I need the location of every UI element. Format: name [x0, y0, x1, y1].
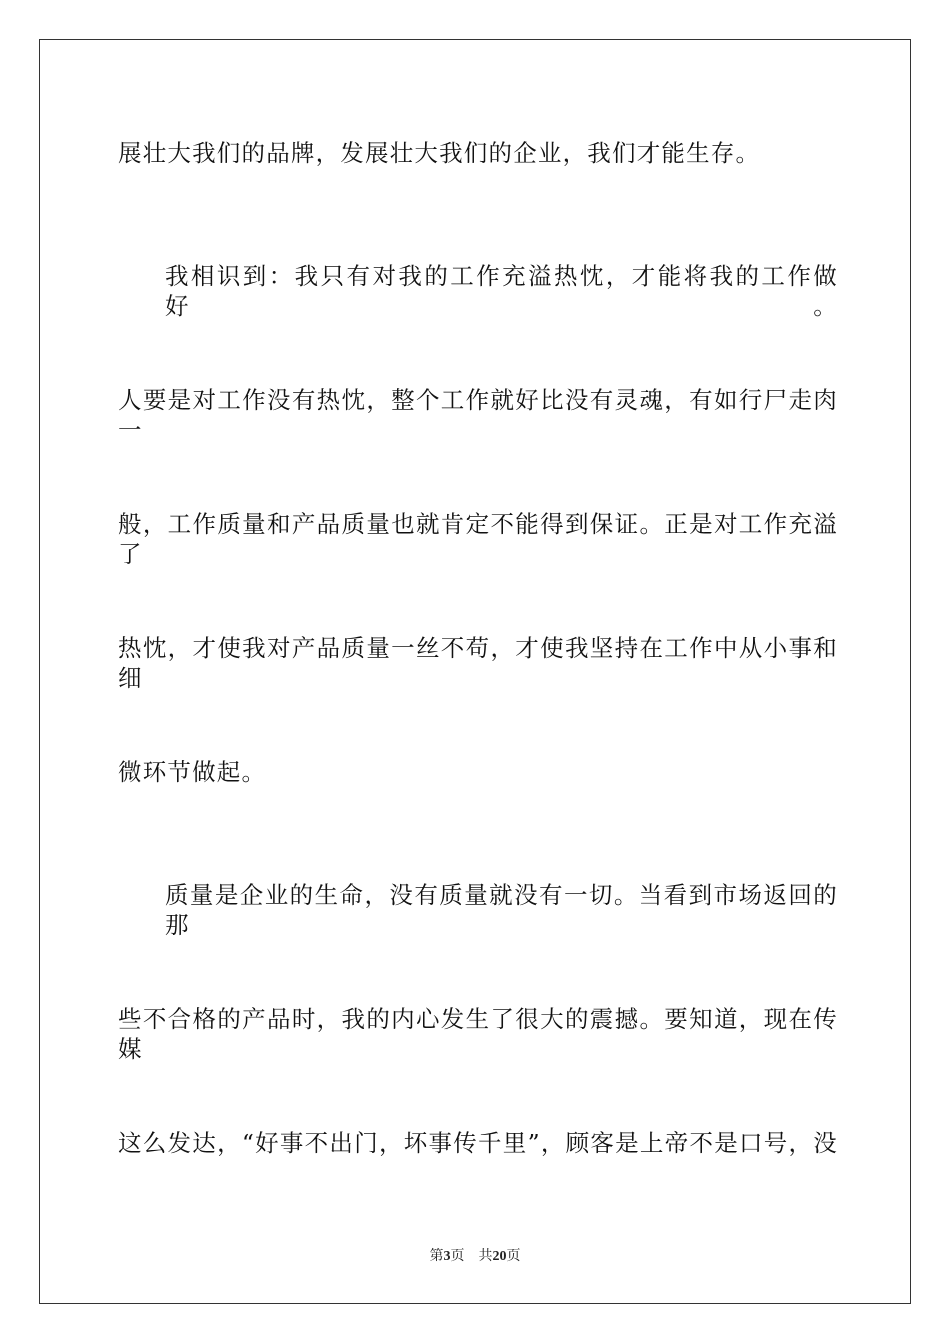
page-prefix: 第	[429, 1248, 444, 1264]
paragraph-line: 般，工作质量和产品质量也就肯定不能得到保证。正是对工作充溢了	[118, 510, 838, 568]
paragraph-line: 些不合格的产品时，我的内心发生了很大的震撼。要知道，现在传媒	[118, 1005, 838, 1063]
paragraph-line: 热忱，才使我对产品质量一丝不苟，才使我坚持在工作中从小事和细	[118, 634, 838, 692]
page-footer	[0, 1247, 950, 1266]
paragraph-line: 人要是对工作没有热忱，整个工作就好比没有灵魂，有如行尸走肉一	[118, 386, 838, 444]
paragraph-line: 微环节做起。	[118, 758, 267, 786]
total-suffix: 页	[506, 1248, 521, 1264]
page-number: 3	[443, 1249, 451, 1264]
paragraph-line: 展壮大我们的品牌，发展壮大我们的企业，我们才能生存。	[118, 139, 761, 167]
paragraph-line: 质量是企业的生命，没有质量就没有一切。当看到市场返回的那	[165, 881, 838, 939]
page-suffix: 页	[450, 1248, 465, 1264]
page-border	[39, 39, 911, 1304]
paragraph-line: 这么发达，“好事不出门，坏事传千里”，顾客是上帝不是口号，没	[118, 1129, 838, 1157]
paragraph-line: 我相识到：我只有对我的工作充溢热忱，才能将我的工作做好。	[165, 262, 838, 320]
total-prefix: 共	[478, 1248, 493, 1264]
total-pages: 20	[492, 1249, 507, 1264]
